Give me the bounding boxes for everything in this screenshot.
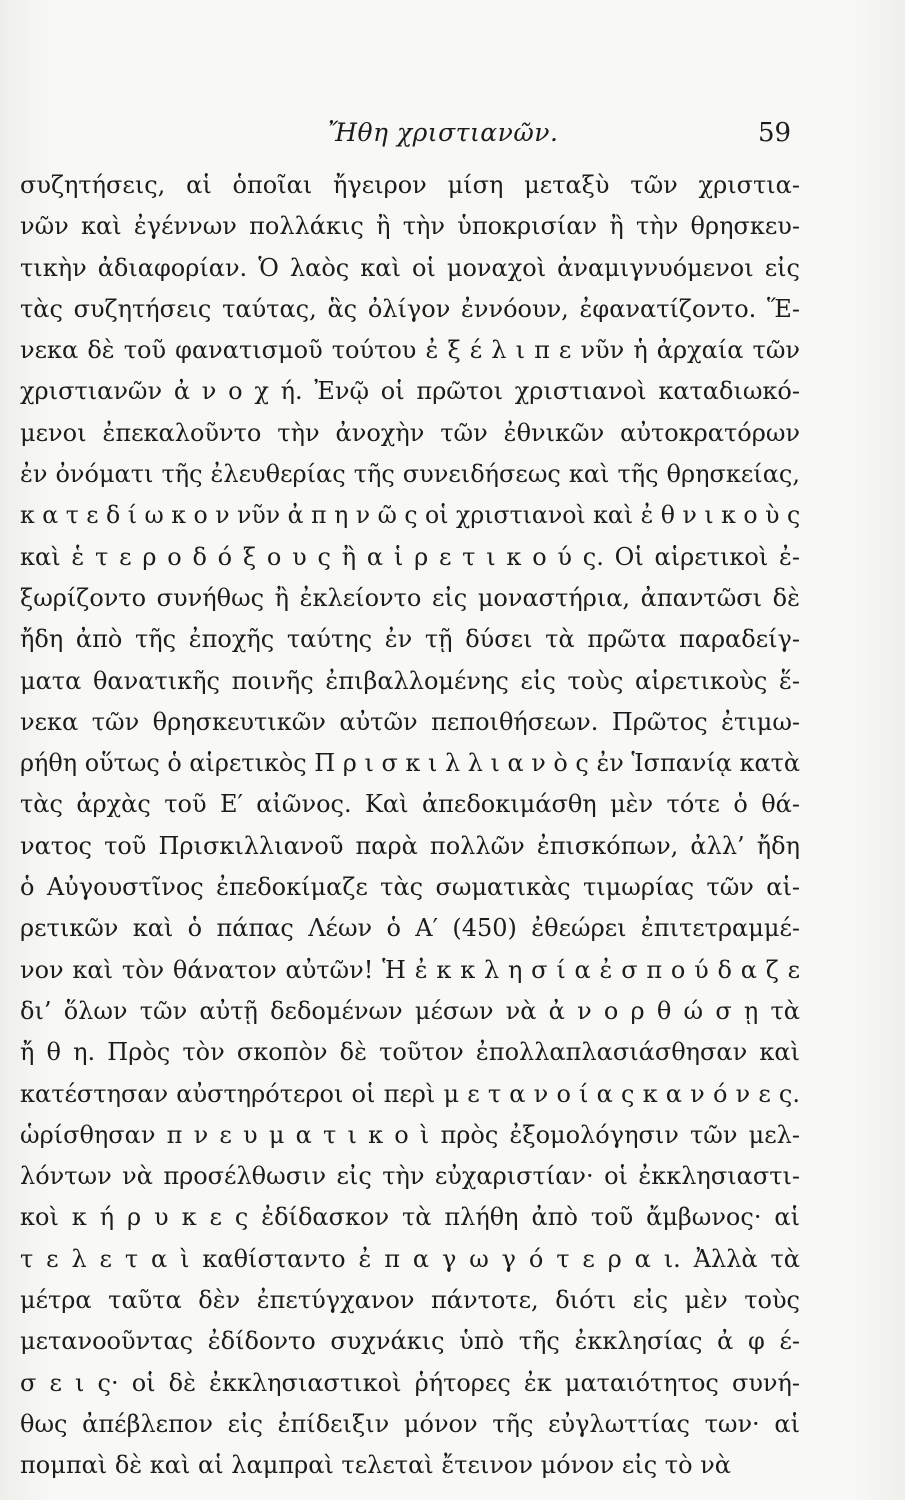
text-line: ξωρίζοντο συνήθως ἢ ἐκλείοντο εἰς μοναστήρια, ἀπαντῶσι δὲ	[20, 583, 800, 612]
running-head	[0, 118, 905, 158]
text-line: ματα θανατικῆς ποινῆς ἐπιβαλλομένης εἰς τοὺς αἱρετικοὺς ἕ-	[20, 666, 800, 695]
text-line: δι’ ὅλων τῶν αὐτῇ δεδομένων μέσων νὰ ἀ ν ο ρ θ ώ σ ῃ τὰ	[20, 996, 800, 1025]
text-line: ρήθη οὕτως ὁ αἱρετικὸς Π ρ ι σ κ ι λ λ ι α ν ὸ ς ἐν Ἱσπανίᾳ κατὰ	[20, 749, 800, 778]
text-line: ἤ θ η. Πρὸς τὸν σκοπὸν δὲ τοῦτον ἐπολλαπλασιάσθησαν καὶ	[20, 1038, 800, 1067]
text-line: κατέστησαν αὐστηρότεροι οἱ περὶ μ ε τ α ν ο ί α ς κ α ν ό ν ε ς.	[20, 1079, 800, 1108]
text-line: νεκα τῶν θρησκευτικῶν αὐτῶν πεποιθήσεων. Πρῶτος ἐτιμω-	[20, 707, 800, 736]
text-line: νατος τοῦ Πρισκιλλιανοῦ παρὰ πολλῶν ἐπισκόπων, ἀλλ’ ἤδη	[20, 831, 800, 860]
text-line: καὶ ἑ τ ε ρ ο δ ό ξ ο υ ς ἢ α ἱ ρ ε τ ι κ ο ύ ς. Οἱ αἱρετικοὶ ἐ-	[20, 542, 800, 571]
text-line: ἐν ὀνόματι τῆς ἐλευθερίας τῆς συνειδήσεως καὶ τῆς θρησκείας,	[20, 460, 800, 489]
text-line: ὡρίσθησαν π ν ε υ μ α τ ι κ ο ὶ πρὸς ἐξομολόγησιν τῶν μελ-	[20, 1120, 800, 1149]
text-line: πομπαὶ δὲ καὶ αἱ λαμπραὶ τελεταὶ ἔτεινον μόνον εἰς τὸ νὰ	[20, 1451, 731, 1480]
text-line: τ ε λ ε τ α ὶ καθίσταντο ἐ π α γ ω γ ό τ ε ρ α ι. Ἀλλὰ τὰ	[20, 1244, 800, 1273]
text-line: τὰς ἀρχὰς τοῦ Ε′ αἰῶνος. Καὶ ἀπεδοκιμάσθη μὲν τότε ὁ θά-	[20, 790, 800, 819]
text-line: νον καὶ τὸν θάνατον αὐτῶν! Ἡ ἐ κ κ λ η σ ί α ἐ σ π ο ύ δ α ζ ε	[20, 955, 800, 984]
text-line: σ ε ι ς· οἱ δὲ ἐκκλησιαστικοὶ ῥήτορες ἐκ ματαιότητος συνή-	[20, 1368, 800, 1397]
text-line: συζητήσεις, αἱ ὁποῖαι ἤγειρον μίση μεταξὺ τῶν χριστια-	[20, 171, 800, 199]
text-line: τικὴν ἀδιαφορίαν. Ὁ λαὸς καὶ οἱ μοναχοὶ ἀναμιγνυόμενοι εἰς	[20, 253, 800, 282]
running-title: Ἤθη χριστιανῶν.	[328, 118, 559, 147]
text-line: νεκα δὲ τοῦ φανατισμοῦ τούτου ἐ ξ έ λ ι π ε νῦν ἡ ἀρχαία τῶν	[20, 336, 800, 365]
text-line: θως ἀπέβλεπον εἰς ἐπίδειξιν μόνον τῆς εὐγλωττίας των· αἱ	[20, 1409, 800, 1438]
text-line: μενοι ἐπεκαλοῦντο τὴν ἀνοχὴν τῶν ἐθνικῶν αὐτοκρατόρων	[20, 418, 800, 447]
text-line: μέτρα ταῦτα δὲν ἐπετύγχανον πάντοτε, διότι εἰς μὲν τοὺς	[20, 1286, 800, 1315]
text-line: χριστιανῶν ἀ ν ο χ ή. Ἐνῷ οἱ πρῶτοι χριστιανοὶ καταδιωκό-	[20, 377, 800, 406]
text-line: νῶν καὶ ἐγέννων πολλάκις ἢ τὴν ὑποκρισίαν ἢ τὴν θρησκευ-	[20, 212, 800, 241]
text-line: ἤδη ἀπὸ τῆς ἐποχῆς ταύτης ἐν τῇ δύσει τὰ πρῶτα παραδείγ-	[20, 625, 800, 654]
text-line: ὁ Αὐγουστῖνος ἐπεδοκίμαζε τὰς σωματικὰς τιμωρίας τῶν αἱ-	[20, 873, 800, 902]
text-line: λόντων νὰ προσέλθωσιν εἰς τὴν εὐχαριστίαν· οἱ ἐκκλησιαστι-	[20, 1162, 800, 1191]
text-line: τὰς συζητήσεις ταύτας, ἃς ὀλίγον ἐννόουν, ἐφανατίζοντο. Ἕ-	[20, 294, 800, 323]
text-line: κοὶ κ ή ρ υ κ ε ς ἐδίδασκον τὰ πλήθη ἀπὸ τοῦ ἄμβωνος· αἱ	[20, 1203, 800, 1232]
text-line: μετανοοῦντας ἐδίδοντο συχνάκις ὑπὸ τῆς ἐκκλησίας ἀ φ έ-	[20, 1327, 800, 1356]
page-number: 59	[758, 118, 792, 148]
text-line: ρετικῶν καὶ ὁ πάπας Λέων ὁ Α′ (450) ἐθεώρει ἐπιτετραμμέ-	[20, 914, 800, 943]
body-text	[20, 165, 800, 1487]
text-line: κ α τ ε δ ί ω κ ο ν νῦν ἀ π η ν ῶ ς οἱ χριστιανοὶ καὶ ἐ θ ν ι κ ο ὺ ς	[20, 501, 801, 530]
